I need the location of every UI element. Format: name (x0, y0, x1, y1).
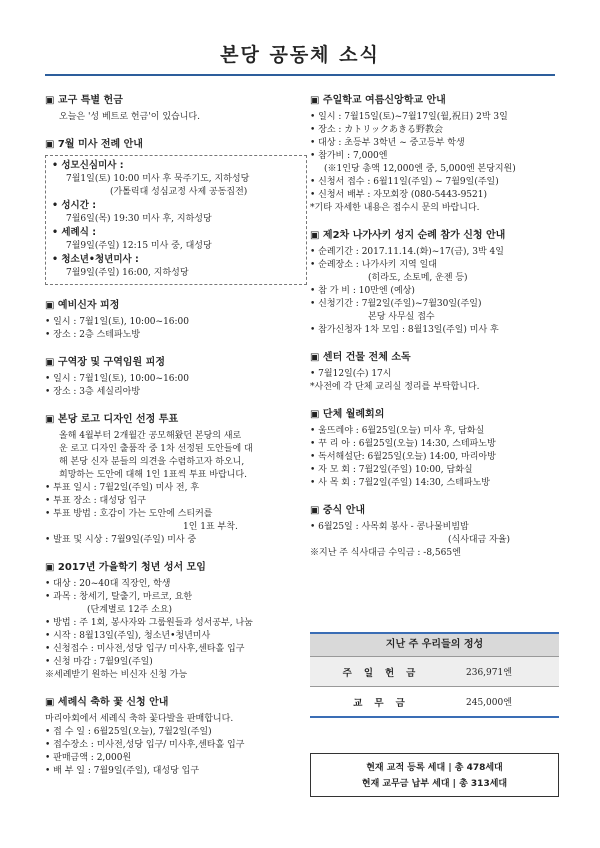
offering-table-bottom-rule (310, 716, 559, 718)
text-line: • 시작 : 8월13일(주일), 청소년•청년미사 (45, 631, 211, 641)
offering-label: 주일헌금 (342, 667, 428, 679)
text-line: • 6월25일 : 사목회 봉사 - 콩나물비빔밥 (310, 522, 469, 532)
text-line: • 일시 : 7월1일(토), 10:00~16:00 (45, 374, 190, 384)
text-line: • 투표 장소 : 대성당 입구 (45, 496, 146, 506)
text-line: • 참가신청자 1차 모임 : 8월13일(주일) 미사 후 (310, 325, 499, 335)
text-line: • 대상 : 초등부 3학년 ~ 중고등부 학생 (310, 138, 465, 148)
text-line: (단계별로 12주 소요) (87, 605, 173, 615)
text-line: 마리아회에서 세례식 축하 꽃다발을 판매합니다. (45, 714, 234, 724)
section-heading: ▣ 센터 건물 전체 소독 (310, 352, 411, 363)
section-heading: ▣ 예비신자 피정 (45, 300, 120, 311)
mass-item-title: • 세례식 : (52, 227, 97, 238)
text-line: (히라도, 소토메, 운젠 등) (368, 273, 468, 283)
text-line: 7월6일(목) 19:30 미사 후, 지하성당 (66, 214, 212, 224)
section-diocese-offering (45, 94, 307, 124)
offering-label: 교무금 (353, 697, 417, 709)
text-line: (식사대금 자율) (448, 535, 511, 545)
text-line: • 신청서 접수 : 6월11일(주일) ~ 7월9일(주일) (310, 177, 499, 187)
text-line: • 울뜨레야 : 6월25일(오늘) 미사 후, 담화실 (310, 426, 485, 436)
text-line: 올해 4월부터 2개월간 공모해왔던 본당의 새로 (59, 431, 242, 441)
text-line: 희망하는 도안에 대해 1인 1표씩 투표 바랍니다. (59, 470, 247, 480)
census-registered: 현재 교적 등록 세대 | 총 478세대 (366, 763, 503, 773)
text-line: 해 본당 신자 분들의 의견을 수렴하고자 하오니, (59, 457, 245, 467)
text-line: (가톨릭대 성심교정 사제 공동집전) (110, 187, 248, 197)
text-line: 7월9일(주일) 16:00, 지하성당 (66, 268, 189, 278)
offering-table-title: 지난 주 우리들의 정성 (310, 634, 559, 656)
text-line: 운 로고 디자인 출품작 중 1차 선정된 도안들에 대 (59, 444, 253, 454)
text-line: • 꾸 리 아 : 6월25일(오늘) 14:30, 스테파노방 (310, 439, 496, 449)
text-line: ※세례받기 원하는 비신자 신청 가능 (45, 670, 188, 680)
text-line: • 장소 : 2층 스테파노방 (45, 330, 141, 340)
text-line: • 신청 마감 : 7월9일(주일) (45, 657, 153, 667)
text-line: • 7월12일(수) 17시 (310, 369, 392, 379)
section-district-retreat (45, 356, 307, 399)
text-line: • 투표 방법 : 호감이 가는 도안에 스티커를 (45, 509, 213, 519)
section-catechumen-retreat (45, 299, 307, 342)
section-bible-study (45, 561, 307, 682)
text-line: • 자 모 회 : 7월2일(주일) 10:00, 담화실 (310, 465, 473, 475)
text-line: ※지난 주 식사대금 수익금 : -8,565엔 (310, 548, 461, 558)
text-line: • 판매금액 : 2,000원 (45, 753, 132, 763)
text-line: • 순례장소 : 나가사키 지역 일대 (310, 260, 437, 270)
text-line: • 독서해설단: 6월25일(오늘) 14:00, 마리아방 (310, 452, 496, 462)
text-line: • 사 목 회 : 7월2일(주일) 14:30, 스테파노방 (310, 478, 490, 488)
section-heading: ▣ 세례식 축하 꽃 신청 안내 (45, 697, 169, 708)
text-line: • 투표 일시 : 7월2일(주일) 미사 전, 후 (45, 483, 200, 493)
text-line: • 참가비 : 7,000엔 (310, 151, 388, 161)
text-line: 7월1일(토) 10:00 미사 후 묵주기도, 지하성당 (66, 174, 250, 184)
text-line: • 참 가 비 : 10만엔 (예상) (310, 286, 415, 296)
section-logo-vote (45, 413, 307, 547)
offering-value: 245,000엔 (466, 698, 512, 708)
text-line: • 장소 : カトリックあきる野教会 (310, 125, 443, 135)
text-line: *사전에 각 단체 교리실 정리를 부탁합니다. (310, 382, 480, 392)
section-heading: ▣ 제2차 나가사키 성지 순례 참가 신청 안내 (310, 230, 506, 241)
household-census-box (310, 753, 559, 797)
mass-item-title: • 성시간 : (52, 200, 97, 211)
section-heading: ▣ 2017년 가을학기 청년 성서 모임 (45, 562, 206, 573)
section-heading: ▣ 단체 월례회의 (310, 409, 385, 420)
text-line: 오늘은 '성 베트로 헌금'이 있습니다. (59, 112, 200, 122)
section-monthly-meetings (310, 408, 560, 490)
section-baptism-flowers (45, 696, 307, 778)
text-line: • 일시 : 7월1일(토), 10:00~16:00 (45, 317, 190, 327)
table-row (310, 686, 559, 716)
section-heading: ▣ 구역장 및 구역임원 피정 (45, 357, 165, 368)
mass-item-title: • 청소년•청년미사 : (52, 254, 139, 265)
text-line: • 접 수 일 : 6월25일(오늘), 7월2일(주일) (45, 727, 212, 737)
table-row (310, 656, 559, 686)
census-paying: 현재 교무금 납부 세대 | 총 313세대 (361, 779, 508, 789)
text-line: *기타 자세한 내용은 접수시 문의 바랍니다. (310, 203, 480, 213)
text-line: • 신청접수 : 미사전,성당 입구/ 미사후,센타홀 입구 (45, 644, 245, 654)
offering-value: 236,971엔 (466, 668, 512, 678)
text-line: • 방법 : 주 1회, 봉사자와 그룹원들과 성서공부, 나눔 (45, 618, 253, 628)
section-heading: ▣ 교구 특별 헌금 (45, 95, 123, 106)
section-heading: ▣ 7월 미사 전례 안내 (45, 139, 143, 150)
text-line: • 장소 : 3층 세실리아방 (45, 387, 141, 397)
section-july-mass (45, 138, 307, 285)
text-line: • 발표 및 시상 : 7월9일(주일) 미사 중 (45, 535, 197, 545)
page-title: 본당 공동체 소식 (220, 44, 380, 66)
left-column (45, 94, 307, 792)
mass-schedule-box (45, 155, 307, 285)
text-line: 본당 사무실 접수 (368, 312, 435, 322)
text-line: • 배 부 일 : 7월9일(주일), 대성당 입구 (45, 766, 200, 776)
text-line: • 과목 : 창세기, 탈출기, 마르코, 요한 (45, 592, 193, 602)
offering-table (310, 632, 559, 718)
title-underline (45, 74, 555, 76)
section-disinfection (310, 351, 560, 394)
right-column (310, 94, 560, 574)
section-lunch (310, 504, 560, 560)
mass-item-title: • 성모신심미사 : (52, 160, 124, 171)
text-line: • 신청서 배부 : 자모회장 (080-5443-9521) (310, 190, 487, 200)
section-nagasaki-pilgrimage (310, 229, 560, 337)
section-heading: ▣ 중식 안내 (310, 505, 366, 516)
text-line: • 접수장소 : 미사전,성당 입구/ 미사후,센타홀 입구 (45, 740, 245, 750)
text-line: (※1인당 총액 12,000엔 중, 5,000엔 본당지원) (324, 164, 516, 174)
text-line: • 대상 : 20~40대 직장인, 학생 (45, 579, 171, 589)
section-summer-school (310, 94, 560, 215)
text-line: • 순례기간 : 2017.11.14.(화)~17(금), 3박 4일 (310, 247, 504, 257)
section-heading: ▣ 주일학교 여름신앙학교 안내 (310, 95, 446, 106)
text-line: 1인 1표 부착. (183, 522, 238, 532)
text-line: • 신청기간 : 7월2일(주일)~7월30일(주일) (310, 299, 482, 309)
text-line: • 일시 : 7월15일(토)~7월17일(월,祝日) 2박 3일 (310, 112, 508, 122)
section-heading: ▣ 본당 로고 디자인 선정 투표 (45, 414, 179, 425)
text-line: 7월9일(주일) 12:15 미사 중, 대성당 (66, 241, 212, 251)
